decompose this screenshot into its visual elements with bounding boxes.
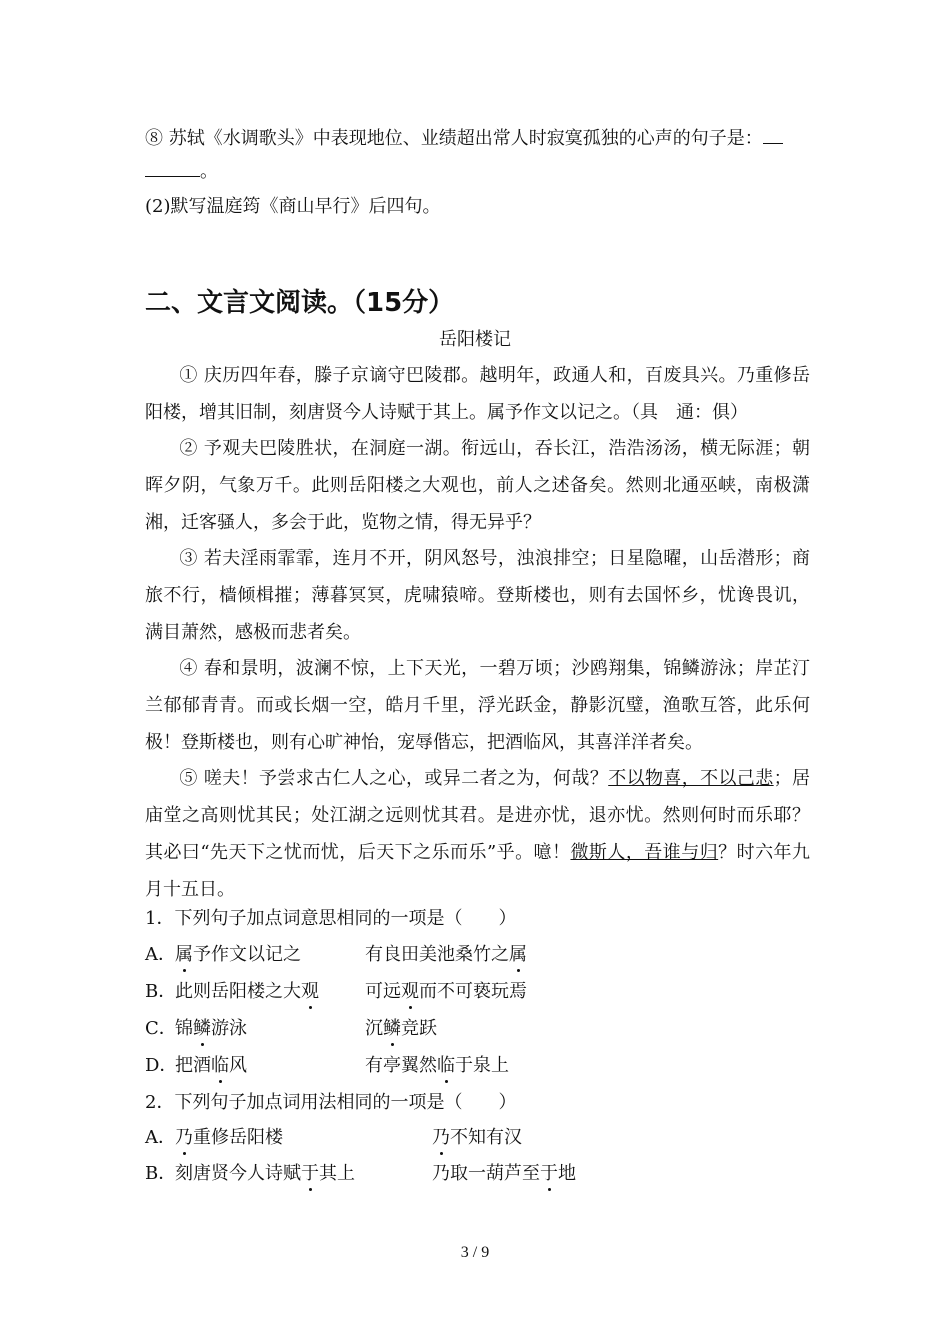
answer-blank [763, 127, 783, 144]
option-text: 锦 [175, 1018, 193, 1039]
option-text: 沉 [365, 1018, 383, 1039]
option-text: 有亭翼然 [365, 1055, 437, 1076]
page-number: 3 / 9 [460, 1244, 490, 1261]
option-text: 风 [229, 1055, 247, 1076]
question-1-option-b [145, 980, 527, 1004]
option-right [365, 943, 527, 967]
item-2: (2)默写温庭筠《商山早行》后四句。 [145, 196, 441, 217]
paragraph-text: ④ 春和景明，波澜不惊，上下天光，一碧万顷；沙鸥翔集，锦鳞游泳；岸芷汀兰郁郁青青。而或长烟一空，皓月千里，浮光跃金，静影沉璧，渔歌互答，此乐何极！登斯楼也，则有心旷神怡，宠辱偕忘，把酒临风，其喜洋洋者矣。 [145, 658, 810, 753]
dotted-word: 属 [509, 944, 527, 965]
option-label: A． [145, 944, 176, 965]
option-text: 有良田美池桑竹之 [365, 944, 509, 965]
question-1-option-a [145, 943, 527, 967]
option-text: 其上 [319, 1163, 355, 1184]
item-8-end: 。 [200, 161, 218, 182]
item-8-continued [145, 160, 810, 183]
dotted-word: 临 [211, 1055, 229, 1076]
option-right [365, 980, 527, 1004]
dotted-word: 属 [175, 944, 193, 965]
option-text: 游泳 [211, 1018, 247, 1039]
question-1-option-c [145, 1017, 437, 1041]
passage-paragraph-5 [145, 760, 810, 908]
dotted-word: 乃 [175, 1127, 193, 1148]
passage-paragraph-3 [145, 540, 810, 651]
option-text: 于泉上 [455, 1055, 509, 1076]
answer-blank [145, 160, 200, 177]
option-right [432, 1162, 576, 1186]
dotted-word: 鳞 [383, 1018, 401, 1039]
question-2-option-b [145, 1162, 576, 1186]
dotted-word: 观 [401, 981, 419, 1002]
option-text: 可远 [365, 981, 401, 1002]
option-text: 刻唐贤今人诗赋 [175, 1163, 301, 1184]
question-2-option-a [145, 1126, 522, 1150]
paragraph-text: ⑤ 嗟夫！予尝求古仁人之心，或异二者之为，何哉？ [179, 768, 609, 789]
option-text: 竞跃 [401, 1018, 437, 1039]
paragraph-text: ② 予观夫巴陵胜状，在洞庭一湖。衔远山，吞长江，浩浩汤汤，横无际涯；朝晖夕阴，气象万千。此则岳阳楼之大观也，前人之述备矣。然则北通巫峡，南极潇湘，迁客骚人，多会于此，览物之情，得无异乎？ [145, 438, 810, 533]
item-8 [145, 127, 810, 150]
option-right [365, 1017, 437, 1041]
paragraph-text: ？时六年九月十五日。 [145, 842, 810, 900]
option-text: 乃取一葫芦至 [432, 1163, 540, 1184]
passage-paragraph-2 [145, 430, 810, 541]
question-1-stem: 1．下列句子加点词意思相同的一项是（ ） [145, 908, 517, 929]
option-text: 把酒 [175, 1055, 211, 1076]
passage-paragraph-1 [145, 357, 810, 431]
option-right [365, 1054, 509, 1078]
dotted-word: 于 [301, 1163, 319, 1184]
paragraph-text: ；居庙堂之高则忧其民；处江湖之远则忧其君。是进亦忧，退亦忧。然则何时而乐耶？其必曰“先天下之忧而忧，后天下之乐而乐”乎。噫！ [145, 768, 811, 863]
option-text: 重修岳阳楼 [193, 1127, 283, 1148]
underlined-sentence: 微斯人，吾谁与归 [570, 842, 719, 863]
underlined-sentence: 不以物喜，不以己悲 [608, 768, 774, 789]
option-label: B． [145, 981, 177, 1002]
dotted-word: 于 [540, 1163, 558, 1184]
dotted-word: 观 [301, 981, 319, 1002]
dotted-word: 乃 [432, 1127, 450, 1148]
option-right [432, 1126, 522, 1150]
option-text: 予作文以记之 [193, 944, 301, 965]
option-label: D． [145, 1055, 178, 1076]
option-text: 此则岳阳楼之大 [175, 981, 301, 1002]
option-label: A． [145, 1127, 176, 1148]
passage-paragraph-4 [145, 650, 810, 761]
dotted-word: 鳞 [193, 1018, 211, 1039]
section-heading: 二、文言文阅读。（15分） [145, 288, 455, 318]
option-label: C． [145, 1018, 177, 1039]
question-2-stem: 2．下列句子加点词用法相同的一项是（ ） [145, 1092, 517, 1113]
option-text: 不知有汉 [450, 1127, 522, 1148]
option-text: 而不可亵玩焉 [419, 981, 527, 1002]
option-label: B． [145, 1163, 177, 1184]
dotted-word: 临 [437, 1055, 455, 1076]
item-8-text: ⑧ 苏轼《水调歌头》中表现地位、业绩超出常人时寂寞孤独的心声的句子是： [145, 128, 763, 149]
question-1-option-d [145, 1054, 509, 1078]
passage-title: 岳阳楼记 [439, 329, 511, 350]
paragraph-text: ① 庆历四年春，滕子京谪守巴陵郡。越明年，政通人和，百废具兴。乃重修岳阳楼，增其旧制，刻唐贤今人诗赋于其上。属予作文以记之。（具 通：俱） [145, 365, 810, 423]
paragraph-text: ③ 若夫淫雨霏霏，连月不开，阴风怒号，浊浪排空；日星隐曜，山岳潜形；商旅不行，樯倾楫摧；薄暮冥冥，虎啸猿啼。登斯楼也，则有去国怀乡，忧谗畏讥，满目萧然，感极而悲者矣。 [145, 548, 810, 643]
option-text: 地 [558, 1163, 576, 1184]
